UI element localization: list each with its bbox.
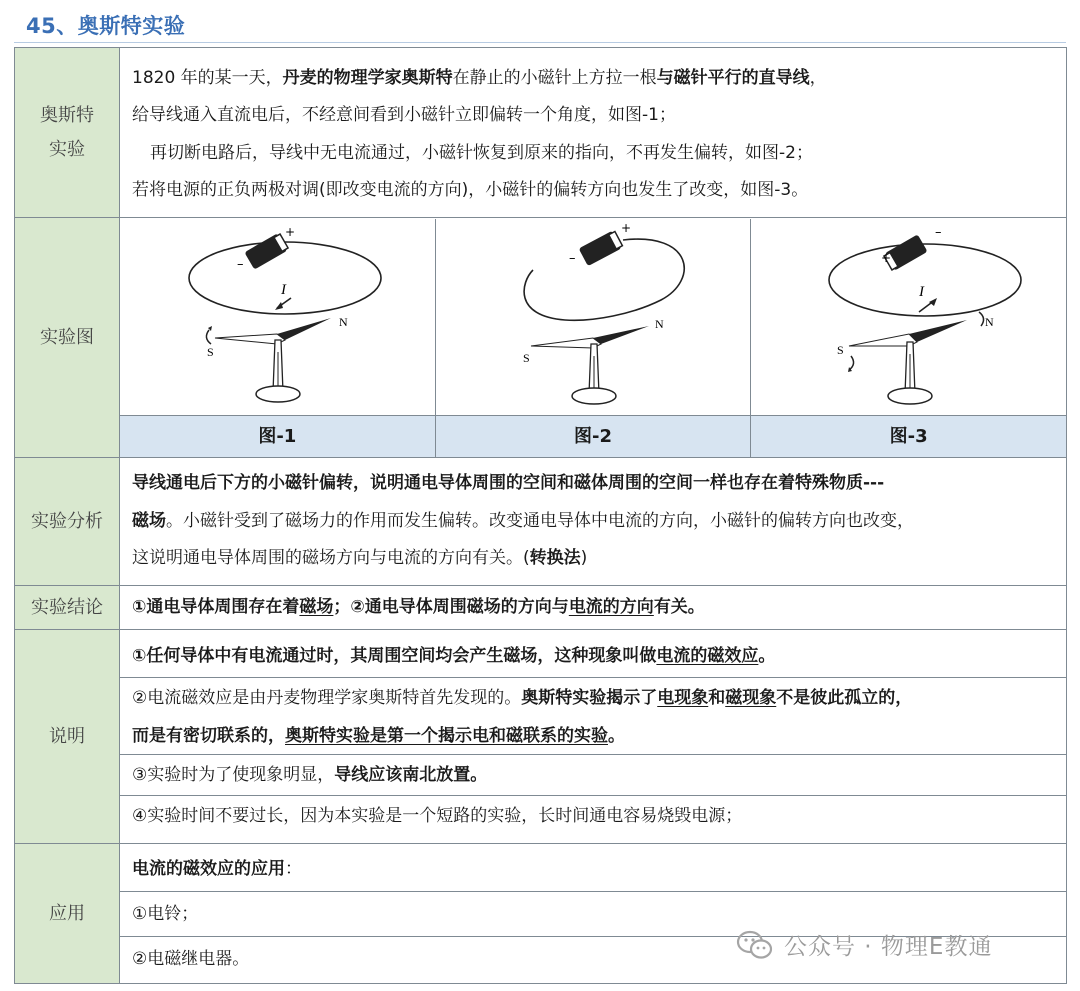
- svg-text:S: S: [836, 342, 844, 357]
- section-title: 45、奥斯特实验: [26, 14, 186, 38]
- watermark-text: 公众号 · 物理E教通: [784, 934, 993, 960]
- note-3: ③实验时为了使现象明显，导线应该南北放置。: [120, 754, 1066, 795]
- label-experiment-analysis: 实验分析: [15, 458, 120, 586]
- figure-3: [750, 219, 1066, 457]
- figures-cell: [120, 218, 1067, 458]
- label-notes: 说明: [15, 630, 120, 844]
- svg-text:+: +: [880, 250, 891, 265]
- oersted-apparatus-illustration-3: [789, 222, 1029, 412]
- svg-text:I: I: [918, 283, 924, 300]
- label-oersted-experiment: 奥斯特实验: [15, 48, 120, 218]
- intro-text-cell: [120, 48, 1067, 218]
- label-experiment-conclusion: 实验结论: [15, 586, 120, 630]
- application-heading: 电流的磁效应的应用：: [132, 858, 302, 879]
- svg-text:–: –: [237, 256, 244, 272]
- conclusion-cell: [120, 586, 1067, 630]
- row-notes: [15, 630, 1067, 844]
- svg-text:N: N: [984, 314, 994, 329]
- note-4: ④实验时间不要过长，因为本实验是一个短路的实验，长时间通电容易烧毁电源；: [120, 795, 1066, 837]
- oersted-table: [14, 47, 1067, 984]
- row-conclusion: [15, 586, 1067, 630]
- label-application: 应用: [15, 844, 120, 984]
- intro-line-3: 再切断电路后，导线中无电流通过，小磁针恢复到原来的指向，不再发生偏转，如图-2；: [150, 142, 813, 163]
- watermark: [736, 928, 992, 961]
- analysis-line-1: 导线通电后下方的小磁针偏转，说明通电导体周围的空间和磁体周围的空间一样也存在着特殊物质---: [132, 473, 885, 494]
- note-2: ②电流磁效应是由丹麦物理学家奥斯特首先发现的。奥斯特实验揭示了电现象和磁现象不是彼此孤立的， 而是有密切联系的，奥斯特实验是第一个揭示电和磁联系的实验。: [120, 677, 1066, 754]
- svg-text:+: +: [285, 224, 296, 239]
- application-cell: [120, 844, 1067, 984]
- note-1: ①任何导体中有电流通过时，其周围空间均会产生磁场，这种现象叫做电流的磁效应。: [132, 646, 776, 666]
- row-figures: [15, 218, 1067, 458]
- intro-line-4: 若将电源的正负两极对调(即改变电流的方向)，小磁针的偏转方向也发生了改变，如图-3。: [132, 180, 809, 200]
- conclusion-line: ①通电导体周围存在着磁场；②通电导体周围磁场的方向与电流的方向有关。: [132, 596, 705, 617]
- figure-3-caption: 图-3: [751, 415, 1066, 457]
- figure-1: [120, 219, 435, 457]
- intro-line-2: 给导线通入直流电后，不经意间看到小磁针立即偏转一个角度，如图-1；: [132, 105, 676, 125]
- label-experiment-figures: 实验图: [15, 218, 120, 458]
- application-item-2: ②电磁继电器。: [120, 936, 1066, 981]
- row-analysis: [15, 458, 1067, 586]
- figure-2-caption: 图-2: [436, 415, 751, 457]
- row-application: [15, 844, 1067, 984]
- figure-2: [435, 219, 751, 457]
- svg-text:N: N: [339, 314, 348, 329]
- svg-text:–: –: [569, 250, 576, 266]
- intro-line-1: 1820 年的某一天，丹麦的物理学家奥斯特在静止的小磁针上方拉一根与磁针平行的直导线，: [132, 67, 827, 88]
- application-item-1: ①电铃；: [120, 891, 1066, 936]
- svg-text:+: +: [621, 221, 632, 235]
- analysis-line-2: 磁场。小磁针受到了磁场力的作用而发生偏转。改变通电导体中电流的方向，小磁针的偏转方向也改变，: [132, 510, 914, 531]
- title-divider: [14, 42, 1066, 43]
- figure-1-caption: 图-1: [120, 415, 435, 457]
- oersted-apparatus-illustration-2: [473, 222, 713, 412]
- analysis-line-3: 这说明通电导体周围的磁场方向与电流的方向有关。(转换法): [132, 548, 588, 569]
- svg-text:–: –: [934, 224, 942, 240]
- svg-text:N: N: [655, 316, 664, 331]
- wechat-icon: [736, 930, 774, 960]
- svg-text:S: S: [523, 350, 530, 365]
- svg-text:I: I: [281, 281, 287, 298]
- notes-cell: [120, 630, 1067, 844]
- svg-text:S: S: [207, 344, 215, 359]
- row-intro: [15, 48, 1067, 218]
- analysis-cell: [120, 458, 1067, 586]
- oersted-apparatus-illustration-1: [157, 222, 397, 412]
